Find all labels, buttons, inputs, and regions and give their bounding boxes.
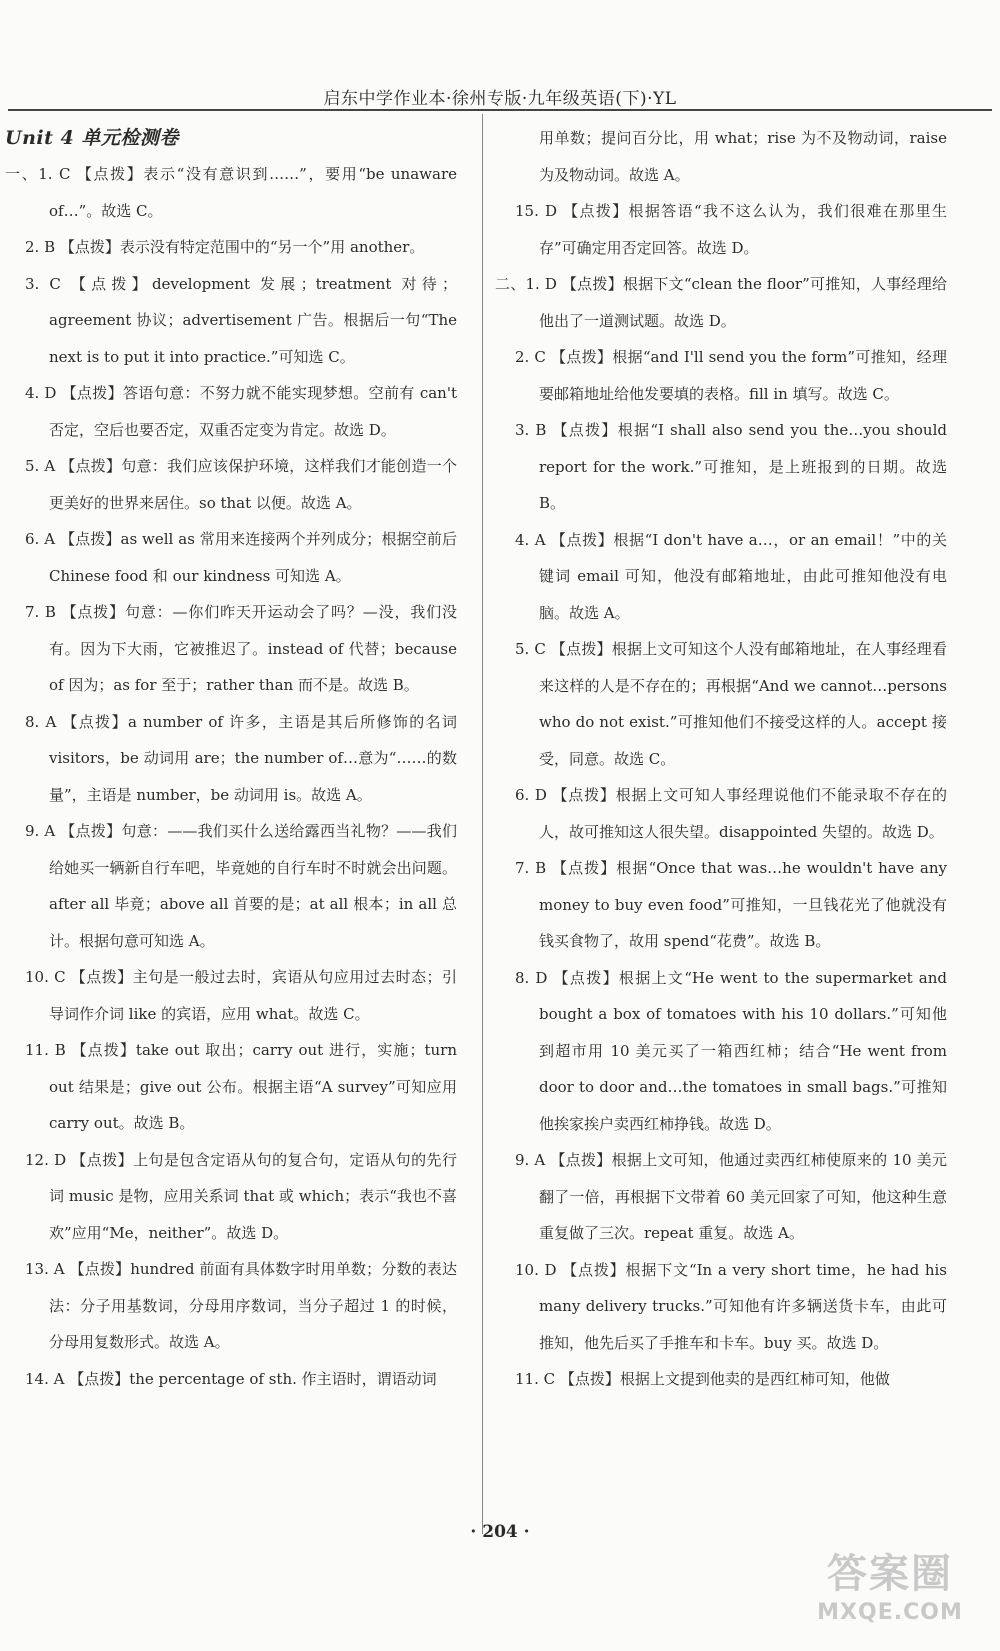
answer-item: 11. C 【点拨】根据上文提到他卖的是西红柿可知，他做 [515, 1370, 890, 1388]
unit-title: Unit 4 单元检测卷 [5, 127, 179, 149]
answer-item: 7. B 【点拨】句意：—你们昨天开运动会了吗？—没，我们没有。因为下大雨，它被推迟了。instead of 代替；because of 因为；as for 至于；rather than 而不是。故选 B。 [25, 603, 457, 694]
watermark-glyphs: 答案圈 [827, 1551, 953, 1597]
header-rule [8, 109, 992, 111]
left-column [5, 120, 457, 1520]
answer-item: 二、1. D 【点拨】根据下文“clean the floor”可推知，人事经理给他出了一道测试题。故选 D。 [495, 275, 947, 330]
page-number: · 204 · [470, 1522, 530, 1542]
answer-item: 2. B 【点拨】表示没有特定范围中的“另一个”用 another。 [25, 238, 425, 256]
answer-item: 6. D 【点拨】根据上文可知人事经理说他们不能录取不存在的人，故可推知这人很失望。disappointed 失望的。故选 D。 [515, 786, 947, 841]
column-divider [482, 114, 483, 1534]
answer-item: 3. C 【点拨】development 发展；treatment 对待；agreement 协议；advertisement 广告。根据后一句“The next is to put it into practice.”可知选 C。 [25, 274, 457, 366]
answer-item: 11. B 【点拨】take out 取出；carry out 进行，实施；turn out 结果是；give out 公布。根据主语“A survey”可知应用 carry out。故选 B。 [25, 1041, 457, 1132]
answer-item: 9. A 【点拨】根据上文可知，他通过卖西红柿使原来的 10 美元翻了一倍，再根据下文带着 60 美元回家了可知，他这种生意重复做了三次。repeat 重复。故选 A。 [515, 1151, 947, 1242]
answer-item: 5. A 【点拨】句意：我们应该保护环境，这样我们才能创造一个更美好的世界来居住。so that 以便。故选 A。 [25, 457, 457, 512]
answer-item: 3. B 【点拨】根据“I shall also send you the…you should report for the work.”可推知，是上班报到的日期。故选 B。 [515, 421, 947, 512]
right-answer-list [495, 120, 947, 1398]
left-answer-list [5, 156, 457, 1397]
answer-item: 13. A 【点拨】hundred 前面有具体数字时用单数；分数的表达法：分子用基数词，分母用序数词，当分子超过 1 的时候，分母用复数形式。故选 A。 [25, 1260, 457, 1351]
right-column [495, 120, 947, 1520]
running-header: 启东中学作业本·徐州专版·九年级英语(下)·YL [323, 89, 677, 109]
answer-item: 2. C 【点拨】根据“and I'll send you the form”可推知，经理要邮箱地址给他发要填的表格。fill in 填写。故选 C。 [515, 348, 947, 403]
answer-item: 5. C 【点拨】根据上文可知这个人没有邮箱地址，在人事经理看来这样的人是不存在的；再根据“And we cannot…persons who do not exist.”可推知他们不接受这样的人。accept 接受，同意。故选 C。 [515, 640, 947, 768]
answer-item: 10. D 【点拨】根据下文“In a very short time，he had his many delivery trucks.”可知他有许多辆送货卡车，由此可推知，他先后买了手推车和卡车。buy 买。故选 D。 [515, 1260, 947, 1352]
watermark-logo [790, 1548, 990, 1648]
answer-item: 10. C 【点拨】主句是一般过去时，宾语从句应用过去时态；引导词作介词 like 的宾语，应用 what。故选 C。 [25, 968, 457, 1023]
answer-item: 用单数；提问百分比，用 what；rise 为不及物动词，raise 为及物动词。故选 A。 [539, 129, 947, 184]
answer-item: 9. A 【点拨】句意：——我们买什么送给露西当礼物？——我们给她买一辆新自行车吧，毕竟她的自行车时不时就会出问题。after all 毕竟；above all 首要的是；at all 根本；in all 总计。根据句意可知选 A。 [25, 822, 457, 950]
answer-item: 8. A 【点拨】a number of 许多，主语是其后所修饰的名词 visitors，be 动词用 are；the number of…意为“……的数量”，主语是 number，be 动词用 is。故选 A。 [25, 712, 457, 804]
answer-item: 一、1. C 【点拨】表示“没有意识到……”，要用“be unaware of…”。故选 C。 [5, 165, 457, 220]
answer-item: 4. D 【点拨】答语句意：不努力就不能实现梦想。空前有 can't 否定，空后也要否定，双重否定变为肯定。故选 D。 [25, 384, 457, 439]
answer-item: 4. A 【点拨】根据“I don't have a…，or an email！”中的关键词 email 可知，他没有邮箱地址，由此可推知他没有电脑。故选 A。 [515, 530, 947, 622]
answer-item: 15. D 【点拨】根据答语“我不这么认为，我们很难在那里生存”可确定用否定回答。故选 D。 [515, 202, 947, 257]
answer-item: 8. D 【点拨】根据上文“He went to the supermarket and bought a box of tomatoes with his 10 dollars.”可知他到超市用 10 美元买了一箱西红柿；结合“He went from door to door and…the tomatoes in small bags.”可推知他挨家挨户卖西红柿挣钱。故选 D。 [515, 968, 947, 1133]
answer-item: 14. A 【点拨】the percentage of sth. 作主语时，谓语动词 [25, 1369, 437, 1388]
answer-item: 12. D 【点拨】上句是包含定语从句的复合句，定语从句的先行词 music 是物，应用关系词 that 或 which；表示“我也不喜欢”应用“Me，neither”。故选 D。 [25, 1150, 457, 1242]
answer-item: 6. A 【点拨】as well as 常用来连接两个并列成分；根据空前后 Chinese food 和 our kindness 可知选 A。 [25, 530, 457, 585]
answer-item: 7. B 【点拨】根据“Once that was…he wouldn't have any money to buy even food”可推知，一旦钱花光了他就没有钱买食物了，故用 spend“花费”。故选 B。 [515, 859, 947, 950]
watermark-site: MXQE.COM [817, 1600, 963, 1625]
